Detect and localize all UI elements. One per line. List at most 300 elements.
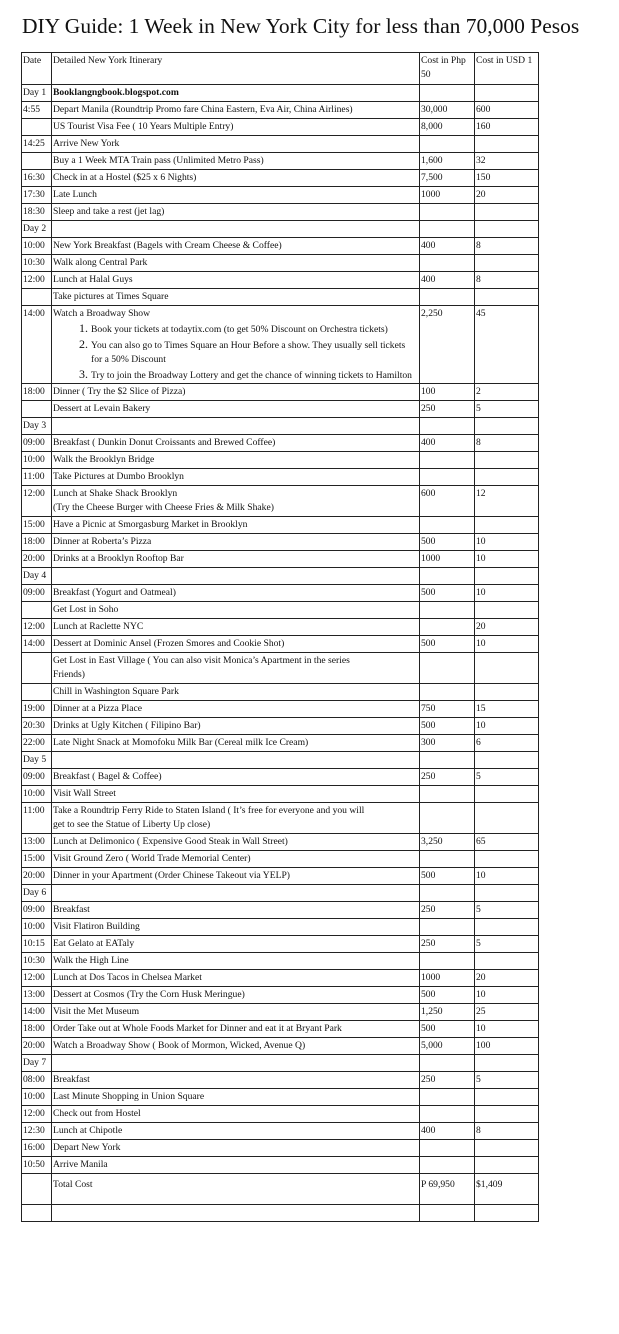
activity-text: Breakfast ( Bagel & Coffee) xyxy=(53,771,162,782)
table-row xyxy=(22,119,539,136)
table-row xyxy=(22,602,539,619)
activity-cell xyxy=(52,769,420,786)
activity-cell xyxy=(52,1205,420,1222)
time-cell: 20:30 xyxy=(22,718,52,735)
cost-usd-cell: 32 xyxy=(475,153,539,170)
activity-text: Breakfast (Yogurt and Oatmeal) xyxy=(53,587,176,598)
time-cell: 13:00 xyxy=(22,834,52,851)
table-row xyxy=(22,803,539,834)
time-cell: 12:00 xyxy=(22,619,52,636)
activity-cell xyxy=(52,885,420,902)
activity-cell xyxy=(52,469,420,486)
time-cell: 14:00 xyxy=(22,306,52,384)
activity-cell xyxy=(52,851,420,868)
activity-text: Dinner ( Try the $2 Slice of Pizza) xyxy=(53,386,186,397)
cost-php-cell: 8,000 xyxy=(420,119,475,136)
cost-usd-cell: 45 xyxy=(475,306,539,384)
activity-cell xyxy=(52,136,420,153)
cost-usd-cell xyxy=(475,786,539,803)
table-row xyxy=(22,153,539,170)
cost-usd-cell xyxy=(475,255,539,272)
cost-usd-cell xyxy=(475,752,539,769)
cost-usd-cell xyxy=(475,684,539,701)
table-row xyxy=(22,469,539,486)
cost-php-cell xyxy=(420,619,475,636)
cost-usd-cell: 10 xyxy=(475,1021,539,1038)
activity-cell xyxy=(52,1089,420,1106)
table-row xyxy=(22,1205,539,1222)
cost-usd-cell xyxy=(475,204,539,221)
table-row xyxy=(22,970,539,987)
time-cell: 18:00 xyxy=(22,384,52,401)
cost-php-cell: 400 xyxy=(420,238,475,255)
activity-text: Have a Picnic at Smorgasburg Market in Brooklyn xyxy=(53,519,248,530)
cost-usd-cell: $1,409 xyxy=(475,1174,539,1205)
activity-text: Lunch at Dos Tacos in Chelsea Market xyxy=(53,972,202,983)
time-cell: 09:00 xyxy=(22,902,52,919)
activity-cell xyxy=(52,1123,420,1140)
activity-cell xyxy=(52,153,420,170)
time-cell: 09:00 xyxy=(22,585,52,602)
activity-cell xyxy=(52,786,420,803)
table-row xyxy=(22,786,539,803)
activity-cell xyxy=(52,868,420,885)
cost-usd-cell: 8 xyxy=(475,1123,539,1140)
table-row xyxy=(22,834,539,851)
time-cell: 22:00 xyxy=(22,735,52,752)
activity-cell xyxy=(52,306,420,384)
table-row xyxy=(22,221,539,238)
activity-cell xyxy=(52,452,420,469)
time-cell: 12:00 xyxy=(22,486,52,517)
activity-text: Take a Roundtrip Ferry Ride to Staten Island ( It’s free for everyone and you will xyxy=(53,805,365,816)
table-row xyxy=(22,701,539,718)
activity-text: Drinks at Ugly Kitchen ( Filipino Bar) xyxy=(53,720,201,731)
cost-php-cell xyxy=(420,953,475,970)
cost-php-cell: 1,600 xyxy=(420,153,475,170)
activity-cell xyxy=(52,684,420,701)
time-cell: 08:00 xyxy=(22,1072,52,1089)
table-row xyxy=(22,136,539,153)
table-row xyxy=(22,953,539,970)
cost-php-cell xyxy=(420,684,475,701)
cost-php-cell: 300 xyxy=(420,735,475,752)
activity-text: New York Breakfast (Bagels with Cream Cheese & Coffee) xyxy=(53,240,282,251)
table-row xyxy=(22,1038,539,1055)
cost-php-cell xyxy=(420,1106,475,1123)
cost-usd-cell: 8 xyxy=(475,272,539,289)
activity-text: Take pictures at Times Square xyxy=(53,291,169,302)
table-row xyxy=(22,568,539,585)
cost-php-cell xyxy=(420,452,475,469)
cost-usd-cell: 5 xyxy=(475,769,539,786)
activity-text: Dinner at Roberta’s Pizza xyxy=(53,536,152,547)
cost-php-cell: 2,250 xyxy=(420,306,475,384)
time-cell: Day 5 xyxy=(22,752,52,769)
activity-text: Late Lunch xyxy=(53,189,97,200)
cost-php-cell: 750 xyxy=(420,701,475,718)
activity-cell xyxy=(52,435,420,452)
cost-php-cell: 500 xyxy=(420,1021,475,1038)
time-cell: 20:00 xyxy=(22,551,52,568)
time-cell: 4:55 xyxy=(22,102,52,119)
time-cell: 12:00 xyxy=(22,1106,52,1123)
activity-text: Depart New York xyxy=(53,1142,121,1153)
activity-text: Breakfast ( Dunkin Donut Croissants and Brewed Coffee) xyxy=(53,437,276,448)
table-row xyxy=(22,551,539,568)
cost-php-cell: 1000 xyxy=(420,551,475,568)
activity-cell xyxy=(52,418,420,435)
activity-cell xyxy=(52,486,420,517)
activity-cell xyxy=(52,551,420,568)
cost-usd-cell: 10 xyxy=(475,987,539,1004)
table-row xyxy=(22,851,539,868)
cost-php-cell: 1,250 xyxy=(420,1004,475,1021)
table-row xyxy=(22,452,539,469)
activity-text: Lunch at Delimonico ( Expensive Good Steak in Wall Street) xyxy=(53,836,288,847)
activity-text: Walk the Brooklyn Bridge xyxy=(53,454,155,465)
cost-php-cell xyxy=(420,1089,475,1106)
activity-text: Sleep and take a rest (jet lag) xyxy=(53,206,165,217)
activity-text: Take Pictures at Dumbo Brooklyn xyxy=(53,471,184,482)
cost-usd-cell xyxy=(475,919,539,936)
activity-cell xyxy=(52,752,420,769)
activity-cell xyxy=(52,902,420,919)
cost-php-cell: 500 xyxy=(420,534,475,551)
cost-usd-cell xyxy=(475,517,539,534)
cost-usd-cell: 5 xyxy=(475,1072,539,1089)
activity-text: Breakfast xyxy=(53,904,90,915)
cost-usd-cell: 150 xyxy=(475,170,539,187)
activity-cell xyxy=(52,517,420,534)
table-row xyxy=(22,289,539,306)
table-row xyxy=(22,636,539,653)
table-row xyxy=(22,255,539,272)
activity-text: Dinner at a Pizza Place xyxy=(53,703,142,714)
activity-text: Eat Gelato at EATaly xyxy=(53,938,135,949)
time-cell: 16:00 xyxy=(22,1140,52,1157)
activity-cell xyxy=(52,170,420,187)
activity-cell xyxy=(52,701,420,718)
activity-text: Watch a Broadway Show xyxy=(53,308,151,319)
cost-php-cell xyxy=(420,1157,475,1174)
activity-text: Lunch at Raclette NYC xyxy=(53,621,144,632)
cost-php-cell xyxy=(420,851,475,868)
page-title: DIY Guide: 1 Week in New York City for less than 70,000 Pesos xyxy=(22,14,580,38)
activity-text: Get Lost in Soho xyxy=(53,604,119,615)
cost-usd-cell xyxy=(475,602,539,619)
cost-usd-cell xyxy=(475,418,539,435)
cost-php-cell xyxy=(420,1205,475,1222)
time-cell xyxy=(22,1205,52,1222)
activity-cell xyxy=(52,919,420,936)
table-row xyxy=(22,534,539,551)
activity-cell xyxy=(52,1140,420,1157)
cost-usd-cell xyxy=(475,1205,539,1222)
time-cell: 19:00 xyxy=(22,701,52,718)
activity-text: Arrive New York xyxy=(53,138,120,149)
header-cost-usd: Cost in USD 1 xyxy=(475,53,539,85)
activity-cell xyxy=(52,568,420,585)
cost-php-cell xyxy=(420,517,475,534)
activity-text: Order Take out at Whole Foods Market for Dinner and eat it at Bryant Park xyxy=(53,1023,342,1034)
activity-text: Buy a 1 Week MTA Train pass (Unlimited Metro Pass) xyxy=(53,155,264,166)
table-row xyxy=(22,384,539,401)
cost-usd-cell: 2 xyxy=(475,384,539,401)
activity-text: Visit Flatiron Building xyxy=(53,921,140,932)
activity-cell xyxy=(52,803,420,834)
cost-php-cell: 30,000 xyxy=(420,102,475,119)
activity-cell xyxy=(52,102,420,119)
activity-text: Check out from Hostel xyxy=(53,1108,141,1119)
table-row xyxy=(22,1123,539,1140)
time-cell: 12:30 xyxy=(22,1123,52,1140)
cost-usd-cell xyxy=(475,469,539,486)
time-cell: 20:00 xyxy=(22,1038,52,1055)
cost-usd-cell xyxy=(475,1089,539,1106)
time-cell xyxy=(22,119,52,136)
activity-cell xyxy=(52,1021,420,1038)
activity-cell xyxy=(52,255,420,272)
activity-text-continued: (Try the Cheese Burger with Cheese Fries & Milk Shake) xyxy=(53,502,274,513)
cost-usd-cell xyxy=(475,653,539,684)
activity-cell xyxy=(52,289,420,306)
cost-php-cell xyxy=(420,752,475,769)
time-cell: 14:00 xyxy=(22,636,52,653)
activity-cell xyxy=(52,602,420,619)
activity-cell xyxy=(52,85,420,102)
activity-cell xyxy=(52,1004,420,1021)
activity-text: Total Cost xyxy=(53,1179,93,1190)
cost-php-cell xyxy=(420,602,475,619)
activity-text: Lunch at Chipotle xyxy=(53,1125,123,1136)
cost-usd-cell xyxy=(475,136,539,153)
activity-cell xyxy=(52,653,420,684)
cost-usd-cell xyxy=(475,953,539,970)
cost-usd-cell xyxy=(475,803,539,834)
activity-cell xyxy=(52,636,420,653)
time-cell: 15:00 xyxy=(22,517,52,534)
cost-php-cell: 1000 xyxy=(420,187,475,204)
table-row xyxy=(22,1004,539,1021)
table-row xyxy=(22,306,539,384)
cost-usd-cell: 65 xyxy=(475,834,539,851)
table-row xyxy=(22,170,539,187)
cost-php-cell: 1000 xyxy=(420,970,475,987)
table-row xyxy=(22,1140,539,1157)
cost-php-cell: 250 xyxy=(420,401,475,418)
list-item: 1. Book your tickets at todaytix.com (to get 50% Discount on Orchestra tickets) xyxy=(91,321,418,337)
cost-usd-cell xyxy=(475,851,539,868)
cost-php-cell xyxy=(420,204,475,221)
activity-text: US Tourist Visa Fee ( 10 Years Multiple Entry) xyxy=(53,121,234,132)
time-cell xyxy=(22,602,52,619)
time-cell: 14:25 xyxy=(22,136,52,153)
activity-text: Chill in Washington Square Park xyxy=(53,686,179,697)
activity-text: Depart Manila (Roundtrip Promo fare China Eastern, Eva Air, China Airlines) xyxy=(53,104,353,115)
table-row xyxy=(22,1106,539,1123)
cost-usd-cell: 10 xyxy=(475,718,539,735)
activity-text: Breakfast xyxy=(53,1074,90,1085)
activity-text: Booklangngbook.blogspot.com xyxy=(53,87,179,98)
activity-text: Dinner in your Apartment (Order Chinese Takeout via YELP) xyxy=(53,870,290,881)
time-cell: Day 7 xyxy=(22,1055,52,1072)
table-row xyxy=(22,619,539,636)
activity-cell xyxy=(52,1072,420,1089)
cost-php-cell xyxy=(420,653,475,684)
cost-usd-cell xyxy=(475,1157,539,1174)
activity-text: Visit Ground Zero ( World Trade Memorial Center) xyxy=(53,853,251,864)
table-row xyxy=(22,1021,539,1038)
cost-php-cell xyxy=(420,786,475,803)
header-cost-php: Cost in Php 50 xyxy=(420,53,475,85)
activity-text-continued: Friends) xyxy=(53,669,85,680)
activity-text: Walk the High Line xyxy=(53,955,129,966)
itinerary-table xyxy=(21,52,539,1222)
table-row xyxy=(22,418,539,435)
table-row xyxy=(22,238,539,255)
header-itinerary: Detailed New York Itinerary xyxy=(52,53,420,85)
cost-usd-cell: 160 xyxy=(475,119,539,136)
time-cell: 16:30 xyxy=(22,170,52,187)
cost-usd-cell: 10 xyxy=(475,551,539,568)
table-row xyxy=(22,585,539,602)
cost-usd-cell xyxy=(475,452,539,469)
time-cell: 11:00 xyxy=(22,469,52,486)
cost-usd-cell: 6 xyxy=(475,735,539,752)
time-cell xyxy=(22,153,52,170)
table-row xyxy=(22,684,539,701)
cost-php-cell xyxy=(420,885,475,902)
table-row xyxy=(22,718,539,735)
activity-text: Drinks at a Brooklyn Rooftop Bar xyxy=(53,553,184,564)
cost-php-cell xyxy=(420,919,475,936)
cost-php-cell xyxy=(420,1140,475,1157)
activity-text: Check in at a Hostel ($25 x 6 Nights) xyxy=(53,172,197,183)
table-row xyxy=(22,769,539,786)
activity-cell xyxy=(52,619,420,636)
table-row xyxy=(22,752,539,769)
time-cell: 11:00 xyxy=(22,803,52,834)
cost-usd-cell xyxy=(475,85,539,102)
activity-cell xyxy=(52,221,420,238)
cost-usd-cell: 100 xyxy=(475,1038,539,1055)
time-cell: Day 3 xyxy=(22,418,52,435)
time-cell: 10:00 xyxy=(22,1089,52,1106)
cost-usd-cell xyxy=(475,1106,539,1123)
activity-text: Dessert at Levain Bakery xyxy=(53,403,151,414)
cost-php-cell: 500 xyxy=(420,636,475,653)
cost-usd-cell: 5 xyxy=(475,936,539,953)
time-cell: 13:00 xyxy=(22,987,52,1004)
activity-cell xyxy=(52,384,420,401)
cost-usd-cell: 600 xyxy=(475,102,539,119)
cost-usd-cell xyxy=(475,1140,539,1157)
activity-cell xyxy=(52,834,420,851)
time-cell: Day 6 xyxy=(22,885,52,902)
broadway-tips-list xyxy=(53,321,418,383)
activity-text: Visit Wall Street xyxy=(53,788,116,799)
cost-usd-cell: 20 xyxy=(475,619,539,636)
table-row xyxy=(22,272,539,289)
cost-php-cell xyxy=(420,136,475,153)
table-row xyxy=(22,187,539,204)
table-row xyxy=(22,102,539,119)
cost-usd-cell: 10 xyxy=(475,868,539,885)
time-cell: 18:00 xyxy=(22,1021,52,1038)
cost-usd-cell: 10 xyxy=(475,636,539,653)
cost-usd-cell: 20 xyxy=(475,187,539,204)
cost-usd-cell: 8 xyxy=(475,435,539,452)
time-cell: 10:00 xyxy=(22,452,52,469)
activity-cell xyxy=(52,953,420,970)
activity-cell xyxy=(52,936,420,953)
table-row xyxy=(22,1055,539,1072)
activity-cell xyxy=(52,718,420,735)
table-row xyxy=(22,1072,539,1089)
activity-cell xyxy=(52,585,420,602)
time-cell: 09:00 xyxy=(22,769,52,786)
cost-php-cell: 500 xyxy=(420,868,475,885)
activity-cell xyxy=(52,204,420,221)
table-row xyxy=(22,1157,539,1174)
table-row xyxy=(22,1089,539,1106)
activity-cell xyxy=(52,238,420,255)
cost-usd-cell: 10 xyxy=(475,585,539,602)
activity-text-continued: get to see the Statue of Liberty Up close) xyxy=(53,819,211,830)
cost-php-cell: 100 xyxy=(420,384,475,401)
cost-php-cell: 250 xyxy=(420,936,475,953)
cost-usd-cell: 5 xyxy=(475,401,539,418)
time-cell: 18:00 xyxy=(22,534,52,551)
table-row xyxy=(22,936,539,953)
activity-cell xyxy=(52,970,420,987)
table-row xyxy=(22,919,539,936)
cost-usd-cell: 25 xyxy=(475,1004,539,1021)
time-cell xyxy=(22,401,52,418)
time-cell: 10:00 xyxy=(22,919,52,936)
time-cell: Day 1 xyxy=(22,85,52,102)
table-row xyxy=(22,987,539,1004)
activity-text: Get Lost in East Village ( You can also visit Monica’s Apartment in the series xyxy=(53,655,350,666)
cost-php-cell: 600 xyxy=(420,486,475,517)
cost-php-cell: 400 xyxy=(420,272,475,289)
header-date: Date xyxy=(22,53,52,85)
cost-php-cell: 400 xyxy=(420,435,475,452)
time-cell: Day 2 xyxy=(22,221,52,238)
activity-text: Lunch at Shake Shack Brooklyn xyxy=(53,488,178,499)
activity-text: Last Minute Shopping in Union Square xyxy=(53,1091,205,1102)
activity-text: Dessert at Dominic Ansel (Frozen Smores and Cookie Shot) xyxy=(53,638,285,649)
table-row xyxy=(22,401,539,418)
cost-usd-cell: 15 xyxy=(475,701,539,718)
cost-usd-cell: 10 xyxy=(475,534,539,551)
time-cell xyxy=(22,289,52,306)
time-cell xyxy=(22,653,52,684)
time-cell: Day 4 xyxy=(22,568,52,585)
cost-usd-cell: 12 xyxy=(475,486,539,517)
cost-php-cell: 500 xyxy=(420,987,475,1004)
time-cell xyxy=(22,684,52,701)
time-cell xyxy=(22,1174,52,1205)
cost-usd-cell xyxy=(475,289,539,306)
cost-php-cell xyxy=(420,221,475,238)
activity-cell xyxy=(52,187,420,204)
cost-usd-cell xyxy=(475,885,539,902)
activity-cell xyxy=(52,534,420,551)
cost-php-cell xyxy=(420,418,475,435)
header-row xyxy=(22,53,539,85)
